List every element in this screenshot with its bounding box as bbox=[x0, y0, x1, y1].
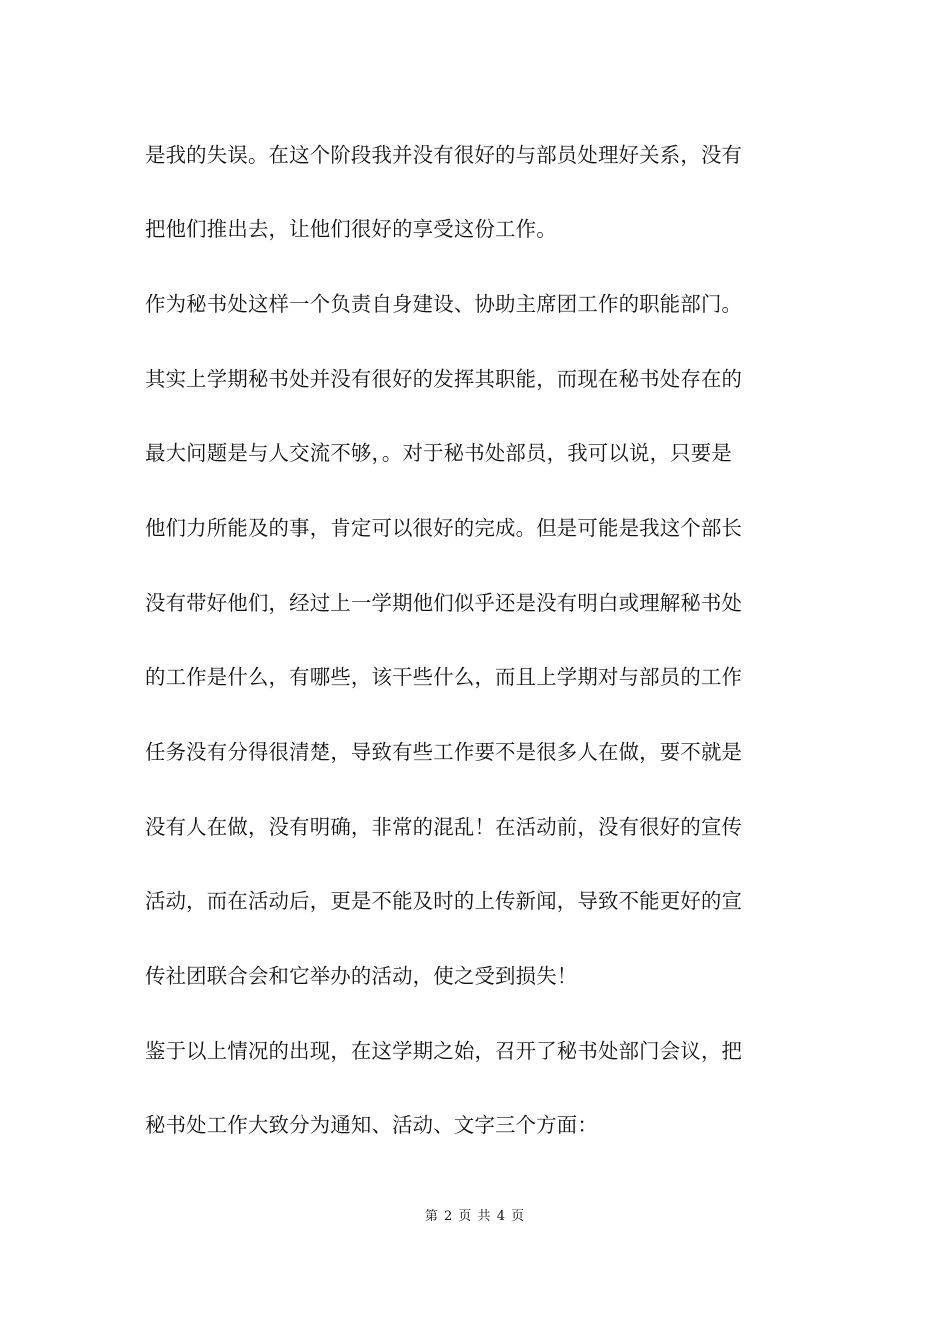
text-line-5: 最大问题是与人交流不够，。对于秘书处部员，我可以说，只要是 bbox=[145, 441, 732, 465]
page-footer bbox=[0, 1208, 950, 1226]
text-line-4: 其实上学期秘书处并没有很好的发挥其职能，而现在秘书处存在的 bbox=[145, 367, 743, 391]
text-line-6: 他们力所能及的事，肯定可以很好的完成。但是可能是我这个部长 bbox=[145, 516, 743, 540]
text-line-7: 没有带好他们，经过上一学期他们似乎还是没有明白或理解秘书处 bbox=[145, 591, 743, 615]
text-line-12: 传社团联合会和它举办的活动，使之受到损失！ bbox=[145, 964, 578, 988]
text-line-8: 的工作是什么，有哪些，该干些什么，而且上学期对与部员的工作 bbox=[145, 665, 743, 689]
text-line-10: 没有人在做，没有明确，非常的混乱！在活动前，没有很好的宣传 bbox=[145, 815, 743, 839]
text-line-13: 鉴于以上情况的出现，在这学期之始，召开了秘书处部门会议，把 bbox=[145, 1039, 743, 1063]
text-line-2: 把他们推出去，让他们很好的享受这份工作。 bbox=[145, 217, 557, 241]
text-line-11: 活动，而在活动后，更是不能及时的上传新闻，导致不能更好的宣 bbox=[145, 889, 743, 913]
text-line-9: 任务没有分得很清楚，导致有些工作要不是很多人在做，要不就是 bbox=[145, 740, 743, 764]
page-number-label: 第 2 页 共 4 页 bbox=[424, 1209, 526, 1224]
text-line-3: 作为秘书处这样一个负责自身建设、协助主席团工作的职能部门。 bbox=[145, 292, 743, 316]
text-line-14: 秘书处工作大致分为通知、活动、文字三个方面： bbox=[145, 1113, 598, 1137]
text-line-1: 是我的失误。在这个阶段我并没有很好的与部员处理好关系，没有 bbox=[145, 143, 743, 167]
